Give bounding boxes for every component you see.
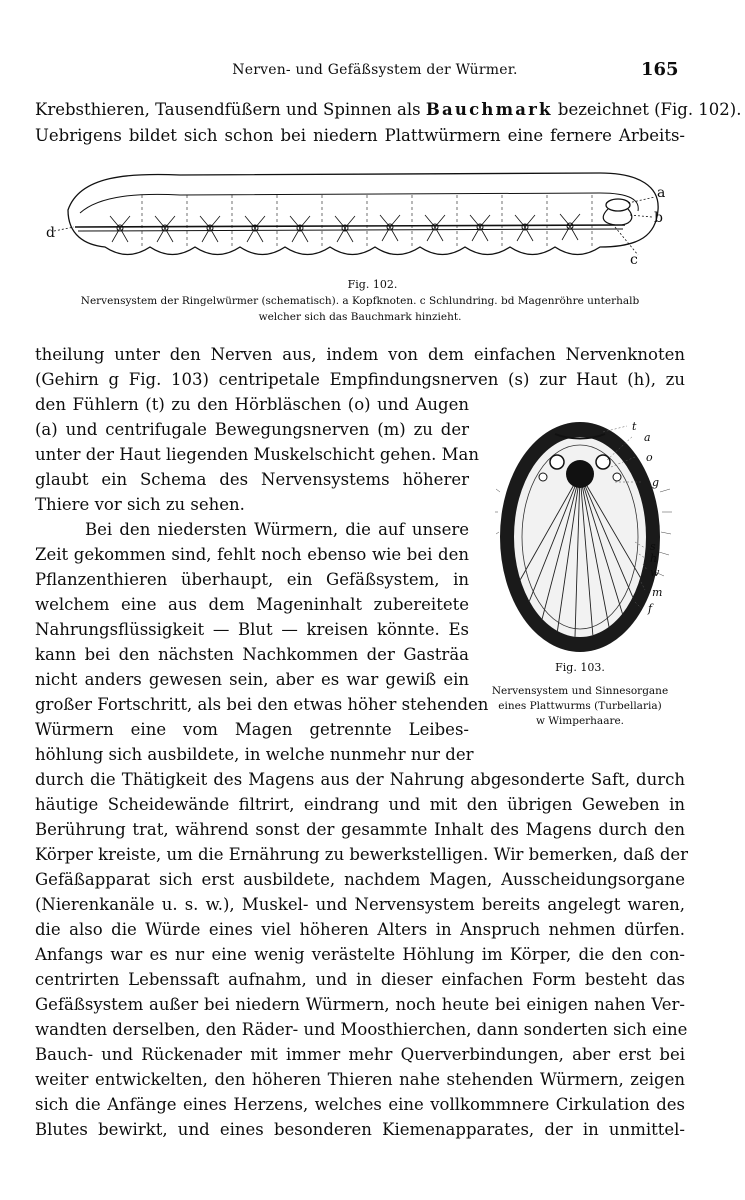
body-line-18: durch die Thätigkeit des Magens aus der Nahrung abgesonderte Saft, durch	[35, 770, 685, 789]
fig103-label-f: f	[648, 602, 653, 615]
body-line-12: Nahrungsflüssigkeit — Blut — kreisen könnte. Es	[35, 620, 469, 639]
body-line-24: die also die Würde eines viel höheren Alters in Anspruch nehmen dürfen.	[35, 920, 685, 939]
body-line-29: Bauch- und Rückenader mit immer mehr Querverbindungen, aber erst bei	[35, 1045, 685, 1064]
running-head: Nerven- und Gefäßsystem der Würmer.	[232, 62, 518, 78]
figure-102-illustration	[40, 165, 680, 275]
body-line-17: höhlung sich ausbildete, in welche nunmehr nur der	[35, 745, 474, 764]
fig103-label-m: m	[652, 586, 663, 599]
fig102-label-a: a	[657, 185, 666, 201]
body-line-14: nicht anders gewesen sein, aber es war gewiß ein	[35, 670, 469, 689]
body-line-13: kann bei den nächsten Nachkommen der Gasträa	[35, 645, 469, 664]
fig103-label-s: s	[650, 540, 656, 553]
body-line-1: theilung unter den Nerven aus, indem von dem einfachen Nervenknoten	[35, 345, 685, 364]
body-line-15: großer Fortschritt, als bei den etwas höher stehenden	[35, 695, 489, 714]
body-line-6: glaubt ein Schema des Nervensystems höherer	[35, 470, 469, 489]
body-line-28: wandten derselben, den Räder- und Moosthierchen, dann sonderten sich eine	[35, 1020, 688, 1039]
body-line-22: Gefäßapparat sich erst ausbildete, nachdem Magen, Ausscheidungsorgane	[35, 870, 685, 889]
fig102-label-d: d	[46, 225, 55, 241]
fig103-label-h: h	[650, 552, 658, 565]
intro-text-after: bezeichnet (Fig. 102).	[552, 100, 742, 119]
body-line-20: Berührung trat, während sonst der gesammte Inhalt des Magens durch den	[35, 820, 685, 839]
fig102-label-c: c	[630, 252, 638, 268]
body-line-21: Körper kreiste, um die Ernährung zu bewerkstelligen. Wir bemerken, daß der	[35, 845, 689, 864]
figure-103-caption-line-1: Nervensystem und Sinnesorgane	[491, 685, 669, 697]
body-line-11: welchem eine aus dem Mageninhalt zubereitete	[35, 595, 469, 614]
figure-102-caption-line-1: Nervensystem der Ringelwürmer (schematisch). a Kopfknoten. c Schlundring. bd Magenröhre unterhalb	[80, 295, 640, 307]
body-line-27: Gefäßsystem außer bei niedern Würmern, noch heute bei einigen nahen Ver-	[35, 995, 685, 1014]
fig103-label-t: t	[632, 420, 637, 433]
page-number: 165	[641, 59, 679, 80]
intro-text-before: Krebsthieren, Tausendfüßern und Spinnen als	[35, 100, 426, 119]
body-line-10: Pflanzenthieren überhaupt, ein Gefäßsystem, in	[35, 570, 469, 589]
body-line-3: den Fühlern (t) zu den Hörbläschen (o) und Augen	[35, 395, 469, 414]
body-line-25: Anfangs war es nur eine wenig verästelte Höhlung im Körper, die den con-	[35, 945, 685, 964]
body-line-30: weiter entwickelten, den höheren Thieren nahe stehenden Würmern, zeigen	[35, 1070, 685, 1089]
figure-103-caption-line-3: w Wimperhaare.	[535, 715, 625, 727]
intro-emphasis-bauchmark: Bauchmark	[425, 100, 553, 119]
body-line-32: Blutes bewirkt, und eines besonderen Kiemenapparates, der in unmittel-	[35, 1120, 685, 1139]
body-line-7: Thiere vor sich zu sehen.	[35, 495, 245, 514]
fig103-label-g: g	[652, 476, 660, 489]
body-line-4: (a) und centrifugale Bewegungsnerven (m) zu der	[35, 420, 469, 439]
figure-103-illustration	[495, 412, 685, 652]
fig103-label-w: w	[650, 566, 660, 579]
fig103-label-a: a	[644, 431, 651, 444]
figure-103-caption-line-2: eines Plattwurms (Turbellaria)	[498, 700, 662, 712]
intro-line-2: Uebrigens bildet sich schon bei niedern Plattwürmern eine fernere Arbeits-	[35, 126, 685, 145]
figure-103-number: Fig. 103.	[555, 661, 605, 674]
body-line-26: centrirten Lebenssaft aufnahm, und in dieser einfachen Form besteht das	[35, 970, 685, 989]
body-line-8: Bei den niedersten Würmern, die auf unsere	[85, 520, 469, 539]
body-line-31: sich die Anfänge eines Herzens, welches eine vollkommnere Cirkulation des	[35, 1095, 685, 1114]
body-line-23: (Nierenkanäle u. s. w.), Muskel- und Nervensystem bereits angelegt waren,	[35, 895, 685, 914]
body-line-19: häutige Scheidewände filtrirt, eindrang und mit den übrigen Geweben in	[35, 795, 685, 814]
body-line-2: (Gehirn g Fig. 103) centripetale Empfindungsnerven (s) zur Haut (h), zu	[35, 370, 685, 389]
figure-102-caption-line-2: welcher sich das Bauchmark hinzieht.	[258, 311, 462, 323]
fig103-label-o: o	[646, 451, 653, 464]
body-line-16: Würmern eine vom Magen getrennte Leibes-	[35, 720, 469, 739]
fig102-label-b: b	[654, 210, 663, 226]
body-line-5: unter der Haut liegenden Muskelschicht gehen. Man	[35, 445, 480, 464]
intro-line-1	[35, 99, 742, 121]
body-line-9: Zeit gekommen sind, fehlt noch ebenso wie bei den	[35, 545, 469, 564]
figure-102-number: Fig. 102.	[347, 278, 398, 291]
